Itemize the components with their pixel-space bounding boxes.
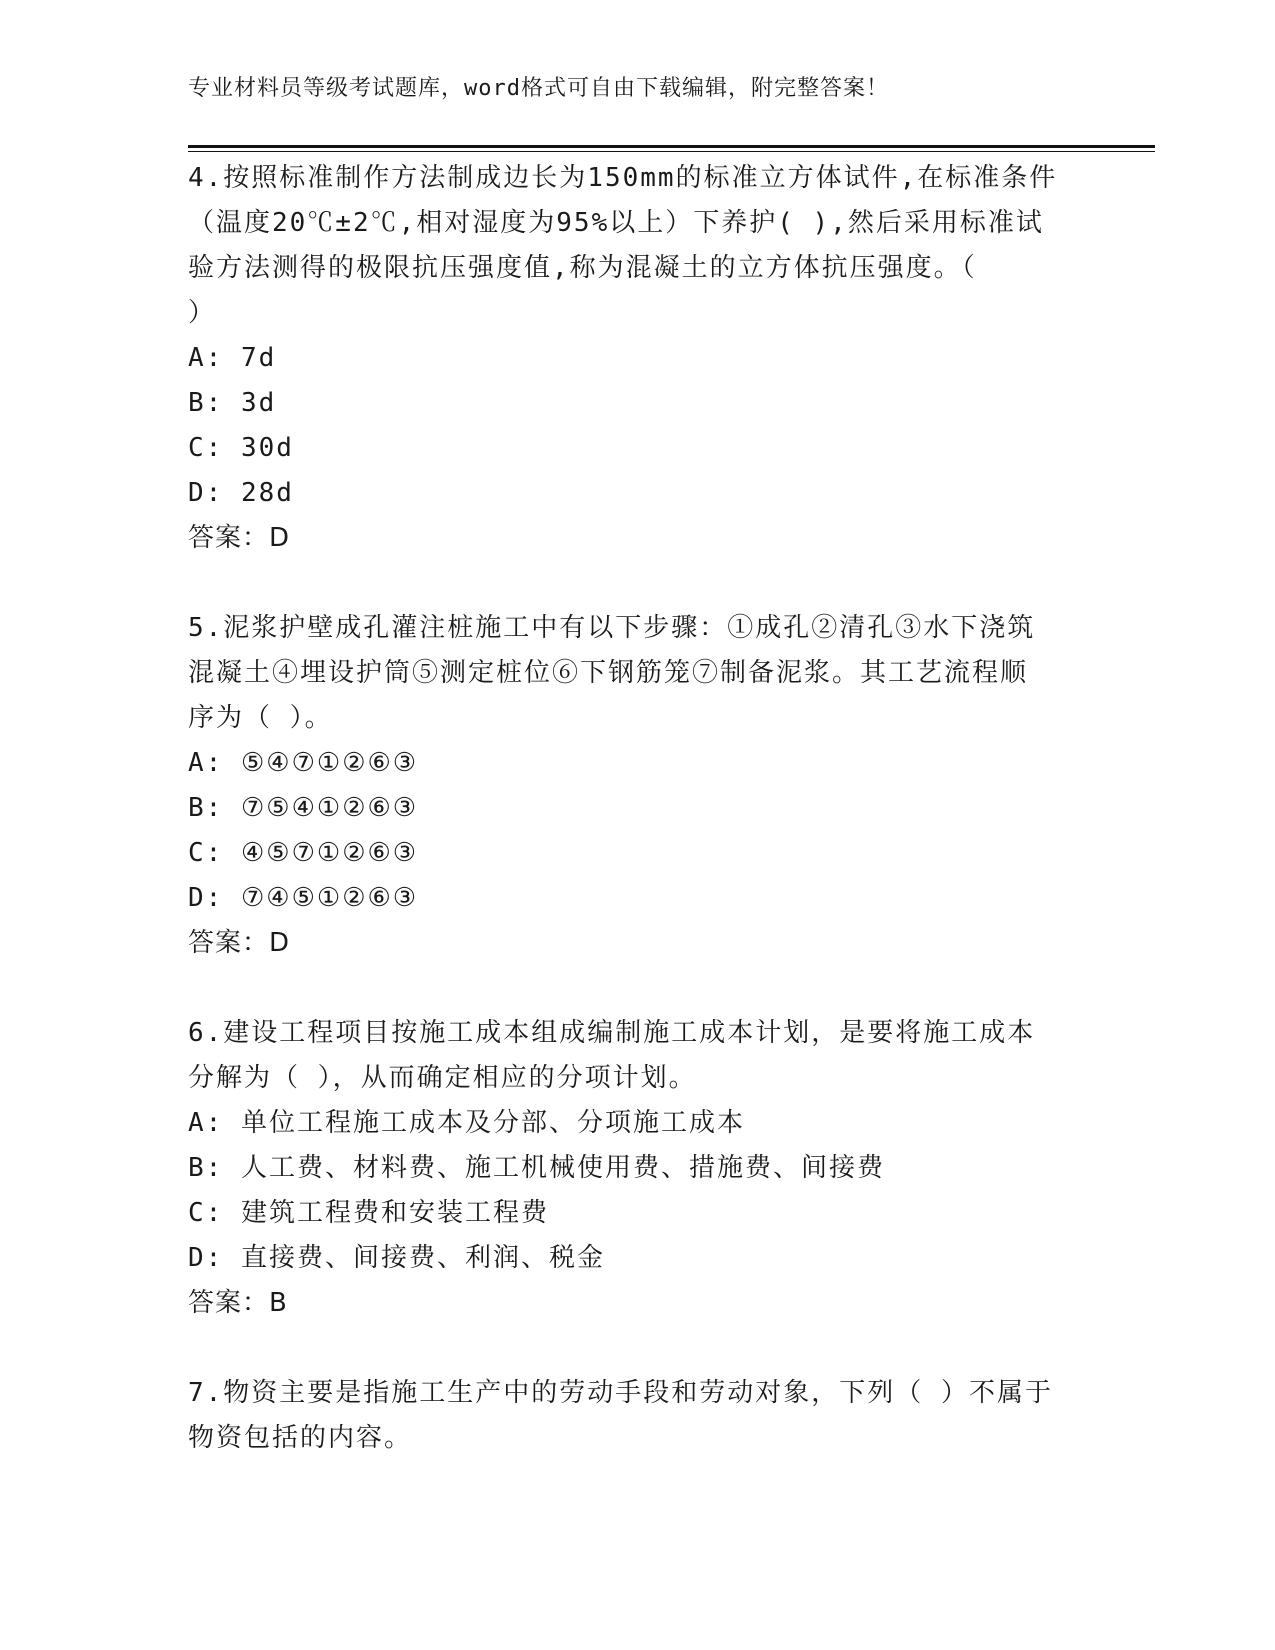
question-stem-line: 物资包括的内容。: [188, 1423, 413, 1453]
question-stem-line: 分解为（ ），从而确定相应的分项计划。: [188, 1063, 697, 1093]
question-7: [188, 1371, 1088, 1461]
option-c: C: 建筑工程费和安装工程费: [188, 1198, 549, 1228]
question-4: [188, 156, 1088, 561]
option-d: D: 28d: [188, 478, 294, 508]
option-a: A: ⑤④⑦①②⑥③: [188, 748, 419, 778]
question-stem-line: 7.物资主要是指施工生产中的劳动手段和劳动对象，下列（ ）不属于: [188, 1378, 1053, 1408]
option-a: A: 7d: [188, 343, 277, 373]
question-gap: [188, 966, 1088, 1011]
option-b: B: ⑦⑤④①②⑥③: [188, 793, 419, 823]
question-6: [188, 1011, 1088, 1326]
question-stem-line: 序为（ ）。: [188, 703, 333, 733]
answer: 答案：B: [188, 1288, 288, 1318]
option-d: D: 直接费、间接费、利润、税金: [188, 1243, 605, 1273]
option-b: B: 3d: [188, 388, 277, 418]
option-b: B: 人工费、材料费、施工机械使用费、措施费、间接费: [188, 1153, 885, 1183]
header-rule-thick: [188, 145, 1155, 148]
option-c: C: 30d: [188, 433, 294, 463]
question-gap: [188, 561, 1088, 606]
question-stem-line: ）: [188, 298, 217, 328]
question-stem-line: （温度20℃±2℃,相对湿度为95%以上）下养护( ),然后采用标准试: [188, 208, 1044, 238]
option-d: D: ⑦④⑤①②⑥③: [188, 883, 419, 913]
answer: 答案：D: [188, 928, 291, 958]
question-stem-line: 5.泥浆护壁成孔灌注桩施工中有以下步骤：①成孔②清孔③水下浇筑: [188, 613, 1036, 643]
header-note: 专业材料员等级考试题库，word格式可自由下载编辑，附完整答案！: [188, 76, 889, 101]
question-gap: [188, 1326, 1088, 1371]
option-a: A: 单位工程施工成本及分部、分项施工成本: [188, 1108, 745, 1138]
question-list: [188, 156, 1088, 1461]
question-stem-line: 6.建设工程项目按施工成本组成编制施工成本计划，是要将施工成本: [188, 1018, 1036, 1048]
question-stem-line: 混凝土④埋设护筒⑤测定桩位⑥下钢筋笼⑦制备泥浆。其工艺流程顺: [188, 658, 1029, 688]
question-stem-line: 验方法测得的极限抗压强度值,称为混凝土的立方体抗压强度。（: [188, 253, 977, 283]
header-rule-thin: [188, 151, 1155, 152]
question-stem-line: 4.按照标准制作方法制成边长为150mm的标准立方体试件,在标准条件: [188, 163, 1058, 193]
question-5: [188, 606, 1088, 966]
answer: 答案：D: [188, 523, 291, 553]
option-c: C: ④⑤⑦①②⑥③: [188, 838, 419, 868]
